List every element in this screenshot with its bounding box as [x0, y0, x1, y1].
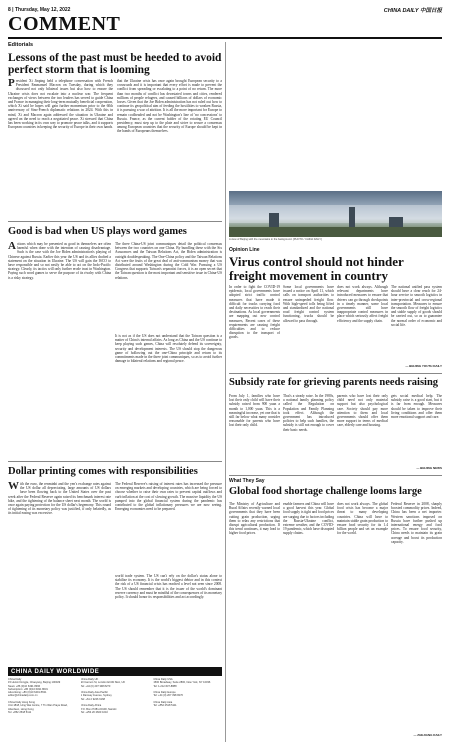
drop-cap: W: [8, 482, 19, 492]
paper-name: CHINA DAILY: [383, 8, 419, 14]
second-text-2: The three China-US joint communiques detail the political consensus between the two countries on one China. By bundling these with the Six Assurances and the Taiwan Relations Act, the Biden administration is outright doublespeaking. The One-China policy and the Taiwan Relations Act were the fruits of the great deal of anti-communism money that was distributed around Washington during the Cold War. Pursuing a US Congress that supports Taiwan's separatist forces, it is an open secret that the Taiwan question is the most important and sensitive issue in China-US relations.: [115, 242, 222, 280]
third-col-2: [115, 482, 222, 572]
food-text-3: does not work always. The global food crisis has become a major threat to many developing countries. China will have to maintain stable grain production to ensure food security for its 1.4 billion people and set an example for the world.: [337, 502, 388, 536]
opinion-text-4: The national unified pass system should have a clear reach for 24-hour service to smooth logistics in inter-provincial and cross-regional transportation. Measures to ensure the smooth flow of freight logistics and stable supply of goods should be carried out, so as to guarantee the normal order of economic and social life.: [391, 285, 442, 327]
lead-col-1: [8, 79, 113, 217]
third-text-3: world trade system. The US can't rely on the dollar's status alone to stabilize its economy. It is the world's biggest debtor and in this context the risk of a US financial crisis has reached a level not seen since 2008. The US should remember that it is the issuer of the world's dominant reserve currency and must be mindful of the consequences of its monetary policy. It should honor its responsibilities and act accordingly.: [115, 574, 222, 600]
subsidy-text-1: From July 1, families who have lost their only child will have their subsidy raised from 900 yuan a month to 1,000 yuan. This is a meaningful increase, yet one that is still far below what many consider reasonable for parents who have lost their only child.: [229, 394, 280, 428]
food-text-1: The Ministry of Agriculture and Rural Affairs recently warned local governments that they have been cutting grain production, urging them to relax any restrictions that disrupt agricultural production. If this trend continues, it may lead to higher food prices.: [229, 502, 280, 536]
worldwide-col-2: China Daily UK 90 Cannon St, London EC4N 6HA, UK Tel: +44 (0) 207 398 8270 China Daily Asia Pacific 1 Ramsay Avenue, Sydney Tel: +61 2 9226 6168 China Daily Africa P.O. Box 27281-00100, Nairobi Tel: +254 20 2600 1010: [80, 678, 126, 714]
food-byline: — ZHEJIANG DAILY: [413, 733, 442, 737]
subsidy-text-4: gets social medical help. The subsidy raise is a good start, but it is far from enough. Measures should be taken to improve their living conditions and offer them more emotional support and care.: [391, 394, 442, 420]
third-col-3: [115, 574, 222, 664]
second-col-3: [115, 334, 222, 457]
opinion-byline: — BEIJING YOUTH DAILY: [405, 364, 442, 368]
subsidy-col-3: [337, 394, 388, 472]
column-divider: [225, 42, 226, 742]
divider: [229, 373, 442, 374]
lead-text-1: resident Xi Jinping held a telephone conversation with French President Emmanuel Macron on Tuesday, during which they discussed not only bilateral issues but also how to ensure the Ukraine crisis does not escalate into a nuclear war. The frequent exchanges of views between the two leaders has served to guide China and France in managing their long-term mutually beneficial cooperation, which Xi said he hopes will gain further momentum prior to the 60th anniversary of Sino-French diplomatic relations in 2024. With this in mind, Xi and Macron again addressed the situation in Ukraine and agreed on the need to reach a negotiated peace. Xi stressed that China has been working in its own way to promote peace talks, and it supports European countries in keeping the security of Europe in their own hands.: [8, 79, 113, 130]
subsidy-col-2: [283, 394, 334, 472]
food-text-2: enable farmers and China will have a good harvest this year. Global food supply is tight and food prices are surging due to factors including the Russia-Ukraine conflict, extreme weather, and the COVID-19 pandemic, which have disrupted supply chains.: [283, 502, 334, 536]
page-info: 8 | Thursday, May 12, 2022: [8, 7, 71, 13]
divider: [8, 461, 222, 462]
food-col-4: [391, 502, 442, 730]
subsidy-text-2: That's a steady raise. In the 1980s, a national family planning policy called the Regulation on Population and Family Planning took effect. Although the government has introduced policies to help such families, the subsidy is still not enough to cover their basic needs.: [283, 394, 334, 432]
divider: [8, 221, 222, 222]
drop-cap: A: [8, 242, 16, 252]
worldwide-col-1: China Daily 15 Huixin Dongjie, Chaoyang, Beijing 100029 News: +86 (0)10 6491 8366 Subscription: +86 (0)10 6491 8631 Advertising: +86 (0)10 6491 8631 editor@chinadaily.com.cn China Daily Hong Kong Unit 1818, Hing Wai Centre, 7 Tin Wan Praya Road, Aberdeen, Hong Kong Tel: +852 2518 5111: [8, 678, 68, 714]
food-col-1: [229, 502, 280, 740]
third-col-1: [8, 482, 111, 664]
opinion-text-3: does not work always. Although relevant departments have introduced measures to ensure that drivers can go through checkpoints in a timely manner, some local governments still have inappropriate control measures in place which seriously affect freight efficiency and the supply chain.: [337, 285, 388, 323]
worldwide-col-3: China Daily USA 1500 Broadway, Suite 2800, New York, NY 10036 Tel: 1-212-537-8888 China Daily Europe Tel: +44 (0) 207 398 8270 China Daily Asia Tel: +852 2518 5111: [153, 678, 211, 708]
food-col-3: [337, 502, 388, 740]
second-text-1: ctions which may be presented as good in themselves are often harmful when done with the intention of causing disadvantage. Such is the case with the Joe Biden administration's playing of Chinese against Russia. Earlier this year the US and its allies drafted a statement on the situation in Ukraine. The US will gain the ISCO to have responsible and so not easily be able to act on the Indo-Pacific strategy. Clearly, its tactics will only further erode trust in Washington. Paying such word games to serve the purpose of its rivalry with China is a risky strategy.: [8, 242, 111, 280]
food-headline: Global food shortage challenge looms large: [229, 486, 422, 497]
opinion-line-label: Opinion Line: [229, 247, 260, 253]
lead-headline: Lessons of the past must be heeded to avoid perfect storm that is looming: [8, 52, 222, 77]
second-text-3: It is not as if the US does not understand that the Taiwan question is a matter of China's internal affairs. As long as China and the US continue to keep playing such games, China will resolutely defend its sovereignty, security and development interests. The US should stop the dangerous game of hollowing out the one-China principle and return to its commitments made in the three joint communiques, so as to avoid further damage to bilateral relations and regional peace.: [115, 334, 222, 364]
drop-cap: P: [8, 79, 15, 89]
masthead-rule: [8, 37, 442, 39]
section-title: COMMENT: [8, 13, 121, 35]
opinion-text-1: In order to fight the COVID-19 epidemic, local governments have adopted strict traffic control measures that have made it difficult for trucks carrying food and daily necessities to reach their destinations. As local governments are mapping out new control measures, Recent cases of these requirements are causing freight difficulties and to reduce disruption to the transport of goods.: [229, 285, 280, 340]
opinion-text-2: Some local governments have issued a notice on April 11, which calls on transport authorities to ensure unimpeded freight flow. With high-speed tolls being lifted and standardized and the national road freight control system functioning, trucks should be allowed to pass through.: [283, 285, 334, 323]
second-col-2: [115, 242, 222, 332]
paper-logo: [384, 6, 442, 14]
lead-col-2: [117, 79, 222, 217]
second-col-1: [8, 242, 111, 457]
china-daily-worldwide-box: [8, 667, 222, 742]
subsidy-col-1: [229, 394, 280, 472]
worldwide-title: CHINA DAILY WORLDWIDE: [8, 668, 222, 676]
divider: [229, 475, 442, 476]
opinion-col-4: [391, 285, 442, 363]
paper-name-cn: 中国日报: [419, 8, 442, 14]
opinion-col-3: [337, 285, 388, 369]
opinion-col-2: [283, 285, 334, 369]
lead-text-2: that the Ukraine crisis has once again brought European security to a crossroads and it is important that every effort is made to prevent the conflict from spreading or escalating to a point of no return. The more than two months of conflict has devastated towns and cities, rendered millions of people refugees, and caused billions of dollars of economic losses. Given that the Joe Biden administration has not ruled out how to continue its geopolitical aim of feeding the hostilities to weaken Russia, it is pursuing a war of attrition. It is all the more important for Europe to remain coolheaded and not be Washington's line of 'no concessions' to Russia. France, as the current holder of the rotating EU Council presidency, must step up to the plate and strive to secure a consensus among European countries that the security of Europe should be kept in the hands of Europeans themselves.: [117, 79, 222, 134]
photo-caption: A view of Beijing with the mountains in the background. [PHOTO / CHINA DAILY]: [229, 238, 322, 241]
subsidy-headline: Subsidy rate for grieving parents needs raising: [229, 377, 439, 388]
what-they-say-label: What They Say: [229, 478, 265, 484]
subsidy-col-4: [391, 394, 442, 464]
third-headline: Dollar printing comes with responsibilities: [8, 466, 198, 477]
second-headline: Good is bad when US plays word games: [8, 226, 187, 237]
editorials-label: Editorials: [8, 42, 34, 48]
opinion-headline: Virus control should not hinder freight movement in country: [229, 254, 404, 283]
cityscape-photo: [229, 191, 442, 237]
opinion-col-1: [229, 285, 280, 369]
third-text-2: The Federal Reserve's raising of interest rates has increased the pressure on emerging markets and developing countries, which are being forced to choose whether to raise their own rates to prevent capital outflows and curb inflation at the cost of slowing growth. The massive liquidity the US pumped into the global financial system during the pandemic has contributed to the global inflationary pressures we are now seeing. Emerging economies need to be prepared.: [115, 482, 222, 512]
food-col-2: [283, 502, 334, 740]
subsidy-text-3: parents who have lost their only child need not only material support but also psychological care. Society should pay more attention to them and local governments should offer them more support in terms of medical care, elderly care and housing.: [337, 394, 388, 428]
third-text-1: ith the euro, the renminbi and the yen's exchange rates against the US dollar all depreciating, large amounts of US dollars have been flowing back to the United States over the past week after the Federal Reserve again raised its benchmark interest rate hike, and the tightening of the balance sheet next month. The world is once again paying protection for the US dollar's hegemony. This round of tightening of its monetary policy was justified, if only belatedly, as its initial easing was excessive.: [8, 482, 111, 516]
food-text-4: Federal Reserve in 2008, sharply boosted commodity prices. Indeed, China has been a net importer. Western sanctions imposed on Russia have further pushed up international energy and food prices. To ensure food security, China needs to maintain its grain acreage and boost its production capacity.: [391, 502, 442, 544]
subsidy-byline: — BEIJING NEWS: [416, 466, 442, 470]
